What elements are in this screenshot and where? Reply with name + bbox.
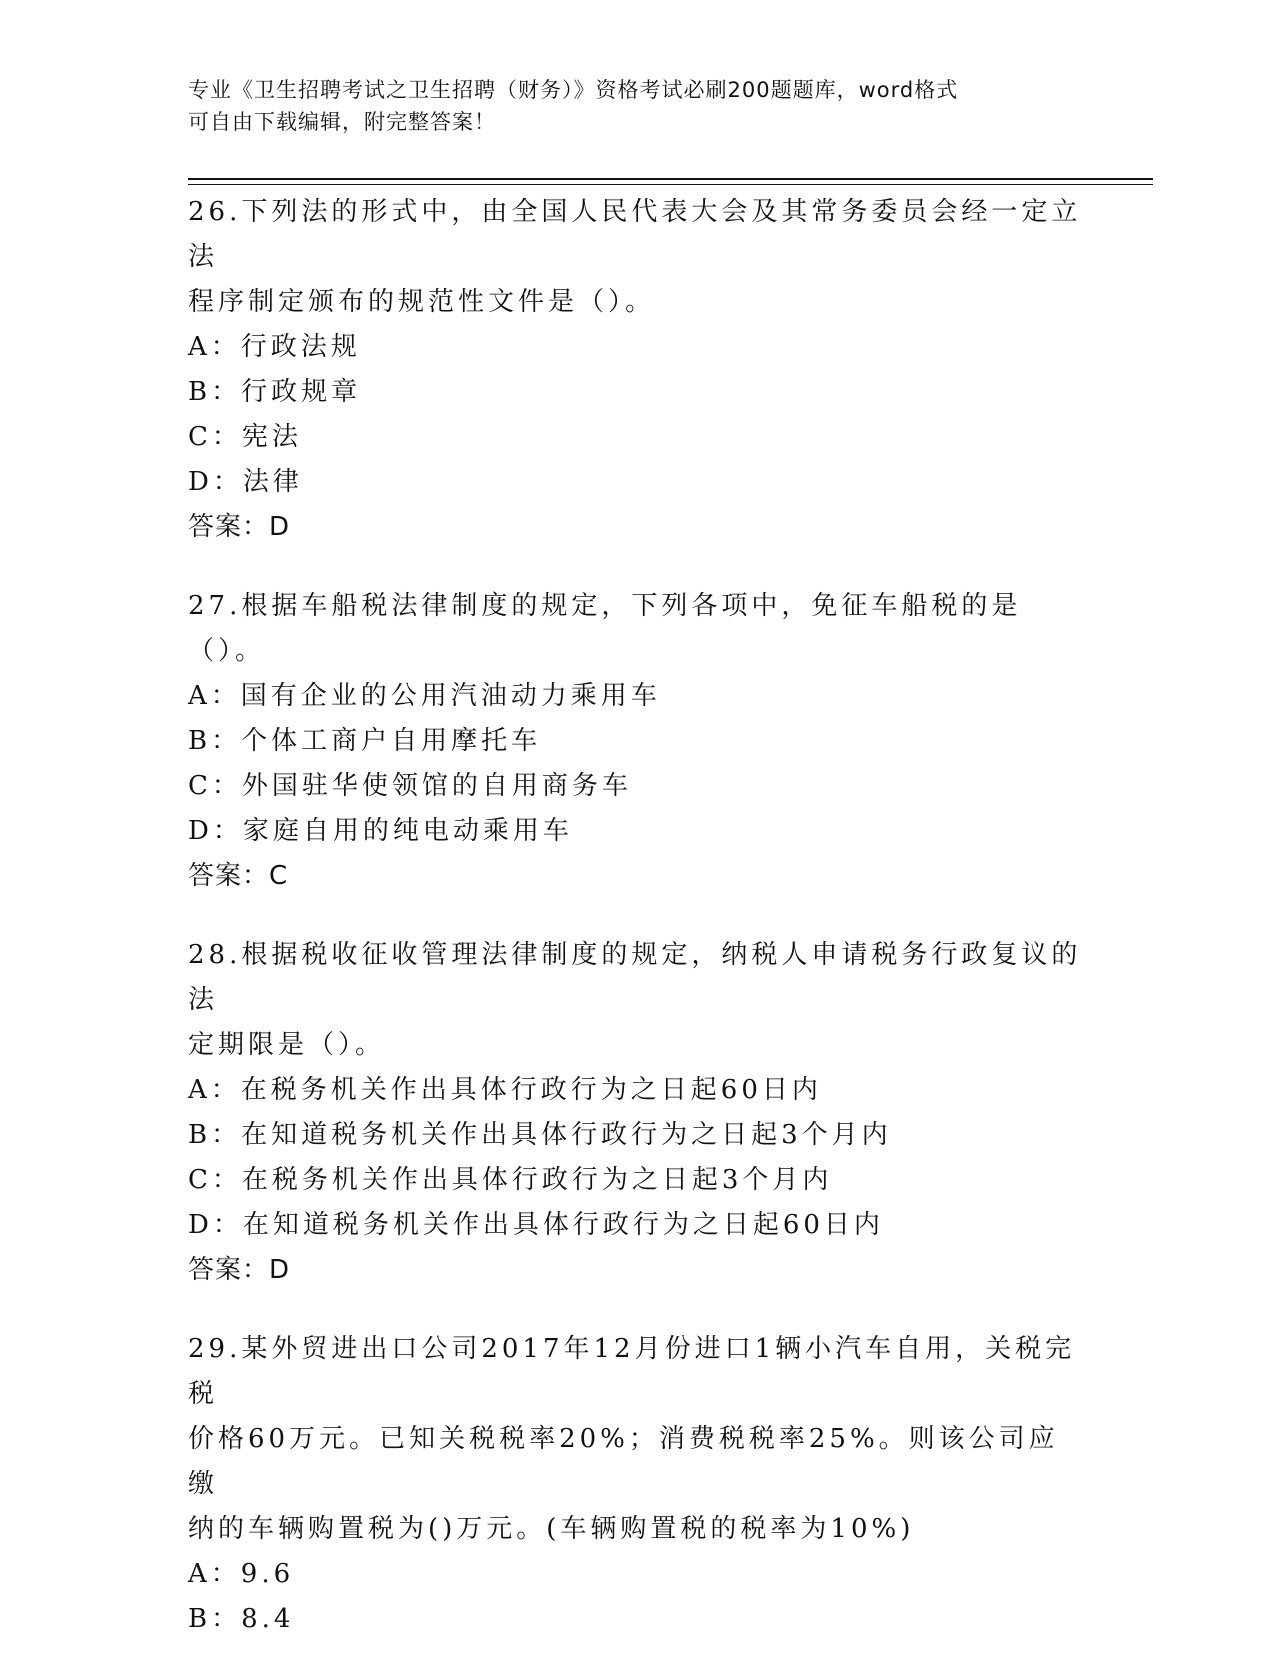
question-stem: 26.下列法的形式中，由全国人民代表大会及其常务委员会经一定立法 <box>188 197 1082 272</box>
header-line-1: 专业《卫生招聘考试之卫生招聘（财务）》资格考试必刷200题题库，word格式 <box>188 78 959 102</box>
question-stem: 定期限是（）。 <box>188 1030 386 1060</box>
option-d: D：在知道税务机关作出具体行政行为之日起60日内 <box>188 1210 884 1240</box>
question-stem: 29.某外贸进出口公司2017年12月份进口1辆小汽车自用，关税完税 <box>188 1334 1076 1409</box>
question-list <box>188 190 1088 1676</box>
question-stem: 28.根据税收征收管理法律制度的规定，纳税人申请税务行政复议的法 <box>188 940 1082 1015</box>
option-c: C：在税务机关作出具体行政行为之日起3个月内 <box>188 1165 833 1195</box>
header-divider-thin <box>188 184 1153 185</box>
document-header <box>188 74 1088 138</box>
question-28 <box>188 933 1088 1293</box>
option-c: C：宪法 <box>188 422 302 452</box>
header-line-2: 可自由下载编辑，附完整答案！ <box>188 110 496 134</box>
option-b: B：在知道税务机关作出具体行政行为之日起3个月内 <box>188 1120 892 1150</box>
option-a: A：在税务机关作出具体行政行为之日起60日内 <box>188 1075 822 1105</box>
header-divider-thick <box>188 178 1153 180</box>
option-d: D：法律 <box>188 467 303 497</box>
question-stem: 程序制定颁布的规范性文件是（）。 <box>188 287 656 317</box>
option-a: A：国有企业的公用汽油动力乘用车 <box>188 681 661 711</box>
question-26 <box>188 190 1088 550</box>
question-stem: 27.根据车船税法律制度的规定，下列各项中，免征车船税的是（）。 <box>188 591 1022 666</box>
answer: 答案：D <box>188 512 291 542</box>
question-27 <box>188 584 1088 899</box>
option-c: C：外国驻华使领馆的自用商务车 <box>188 771 632 801</box>
answer: 答案：D <box>188 1255 291 1285</box>
question-stem: 价格60万元。已知关税税率20%；消费税税率25%。则该公司应缴 <box>188 1424 1059 1499</box>
option-d: D：家庭自用的纯电动乘用车 <box>188 816 573 846</box>
option-a: A：行政法规 <box>188 332 361 362</box>
question-29 <box>188 1327 1088 1642</box>
answer: 答案：C <box>188 861 289 891</box>
option-b: B：个体工商户自用摩托车 <box>188 726 542 756</box>
option-b: B：行政规章 <box>188 377 362 407</box>
option-a: A：9.6 <box>188 1559 295 1589</box>
question-stem: 纳的车辆购置税为()万元。(车辆购置税的税率为10%) <box>188 1514 915 1544</box>
option-b: B：8.4 <box>188 1604 295 1634</box>
